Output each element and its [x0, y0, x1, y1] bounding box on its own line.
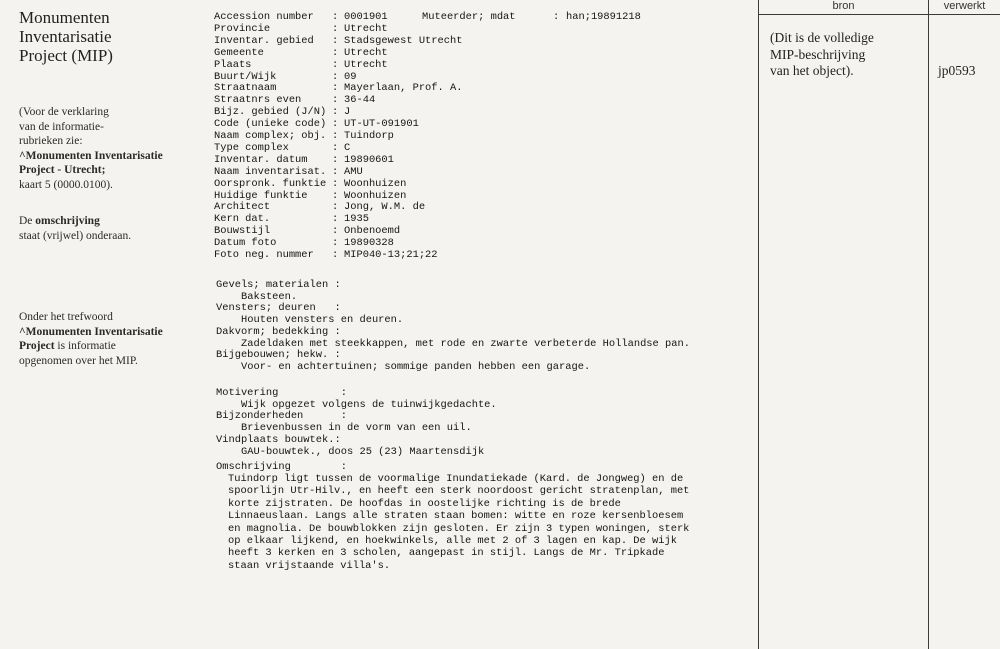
note-bold: ^Monumenten Inventarisatie — [19, 325, 163, 338]
field-value: Utrecht — [344, 46, 388, 59]
title-line: Inventarisatie — [19, 27, 112, 46]
description-note — [19, 214, 199, 243]
field-key: Code (unieke code) — [214, 118, 327, 131]
section-heading: Motivering : — [216, 387, 347, 399]
title-line: Project (MIP) — [19, 46, 113, 65]
note-link[interactable] — [19, 163, 199, 178]
field-value: 19890601 — [344, 153, 394, 166]
field-colon: : — [332, 237, 339, 250]
field-colon: : — [332, 58, 339, 71]
field-value: 36-44 — [344, 94, 376, 107]
description-line: heeft 3 kerken en 3 scholen, aangepast in stijl. Langs de Mr. Tripkade — [228, 547, 665, 560]
field-value: 0001901 — [344, 11, 388, 23]
description-line: Linnaeuslaan. Langs alle straten staan bomen: witte en roze kersenbloesem — [228, 510, 684, 523]
field-key: Oorspronk. funktie — [214, 177, 327, 190]
field-colon: : — [332, 106, 339, 119]
field-colon: : — [332, 213, 339, 226]
section-body: Voor- en achtertuinen; sommige panden hebben een garage. — [241, 360, 591, 373]
bron-line: (Dit is de volledige — [770, 30, 874, 45]
field-key: Type complex — [214, 141, 289, 154]
note-line: Onder het trefwoord — [19, 311, 113, 323]
bron-header: bron — [832, 0, 855, 12]
field-colon: : — [332, 249, 339, 261]
section-body: Zadeldaken met steekkappen, met rode en zwarte verbeterde Hollandse pan. — [241, 337, 690, 350]
description-line: op elkaar lijkend, en hoekwinkels, alle met 2 of 3 lagen en kap. De wijk — [228, 535, 677, 547]
title-line: Monumenten — [19, 8, 110, 27]
field-key: Huidige funktie — [214, 189, 308, 202]
note-line: rubrieken zie: — [19, 135, 83, 147]
mutation-colon: : — [553, 11, 560, 23]
header-rule — [758, 14, 1000, 15]
field-colon: : — [332, 130, 339, 142]
note-line: (Voor de verklaring — [19, 106, 109, 118]
verwerkt-value: jp0593 — [938, 63, 976, 78]
field-value: C — [344, 141, 351, 154]
note-line: staat (vrijwel) onderaan. — [19, 229, 132, 242]
field-colon: : — [332, 70, 339, 83]
field-colon: : — [332, 34, 339, 47]
left-sidebar — [0, 0, 200, 649]
field-key: Straatnaam — [214, 82, 277, 95]
field-value: Utrecht — [344, 58, 388, 71]
field-value: AMU — [344, 165, 363, 178]
note-link[interactable] — [19, 149, 199, 164]
section-heading: Dakvorm; bedekking : — [216, 325, 341, 338]
field-value: UT-UT-091901 — [344, 118, 419, 131]
field-value: Woonhuizen — [344, 189, 407, 202]
field-value: Onbenoemd — [344, 225, 401, 238]
field-colon: : — [332, 141, 339, 154]
mutation-label: Muteerder; mdat — [422, 11, 516, 23]
field-key: Plaats — [214, 58, 252, 71]
section-body: Brievenbussen in de vorm van een uil. — [241, 422, 472, 435]
section-body: Baksteen. — [241, 291, 298, 303]
column-divider — [758, 0, 759, 649]
section-heading: Bijzonderheden : — [216, 410, 347, 423]
section-body: Houten vensters en deuren. — [241, 314, 404, 327]
note-bold: Project — [19, 340, 55, 352]
field-value: Jong, W.M. de — [344, 201, 426, 214]
field-value: Woonhuizen — [344, 177, 407, 190]
field-value: 1935 — [344, 213, 369, 226]
note-bold-line: Project - Utrecht; — [19, 164, 106, 176]
verwerkt-header: verwerkt — [943, 0, 986, 12]
field-colon: : — [332, 177, 339, 190]
field-value: J — [344, 106, 351, 119]
field-colon: : — [332, 201, 339, 214]
section-heading: Bijgebouwen; hekw. : — [216, 348, 341, 361]
field-value: Mayerlaan, Prof. A. — [344, 82, 463, 95]
section-body: GAU-bouwtek., doos 25 (23) Maartensdijk — [241, 445, 485, 458]
column-divider — [928, 0, 929, 649]
field-colon: : — [332, 94, 339, 107]
mip-note — [19, 310, 199, 368]
field-key: Foto neg. nummer — [214, 249, 314, 261]
field-key: Straatnrs even — [214, 94, 302, 107]
field-colon: : — [332, 22, 339, 35]
field-key: Inventar. gebied — [214, 34, 314, 47]
section-heading: Gevels; materialen : — [216, 279, 341, 291]
field-colon: : — [332, 82, 339, 95]
field-key: Provincie — [214, 22, 271, 35]
field-colon: : — [332, 165, 339, 178]
field-key: Bouwstijl — [214, 225, 271, 238]
field-key: Datum foto — [214, 237, 277, 250]
field-key: Gemeente — [214, 46, 264, 59]
note-line: kaart 5 (0000.0100). — [19, 178, 113, 191]
field-colon: : — [332, 189, 339, 202]
description-line: korte zijstraten. De hoofdas in oostelijke richting is de brede — [228, 497, 621, 510]
bron-note — [770, 30, 920, 80]
description-line: Tuindorp ligt tussen de voormalige Inundatiekade (Kard. de Jongweg) en de — [228, 473, 684, 485]
section-heading: Vensters; deuren : — [216, 302, 341, 315]
note-bold: omschrijving — [35, 215, 100, 227]
field-key: Inventar. datum — [214, 153, 308, 166]
note-text: is informatie — [54, 340, 116, 352]
field-key: Naam inventarisat. — [214, 165, 327, 178]
bron-line: MIP-beschrijving — [770, 46, 866, 62]
description-line: spoorlijn Utr-Hilv., en heeft een sterk noordoost gericht stratenplan, met — [228, 485, 690, 498]
section-heading: Vindplaats bouwtek.: — [216, 433, 341, 446]
omschrijving-heading: Omschrijving : — [216, 461, 347, 473]
field-value: Utrecht — [344, 22, 388, 35]
field-value: Stadsgewest Utrecht — [344, 34, 463, 47]
field-value: MIP040-13;21;22 — [344, 249, 438, 261]
record-card — [200, 0, 758, 649]
field-colon: : — [332, 11, 339, 23]
field-key: Architect — [214, 201, 271, 214]
field-colon: : — [332, 118, 339, 131]
note-line: van de informatie- — [19, 120, 104, 133]
field-key: Buurt/Wijk — [214, 70, 277, 83]
note-text: De — [19, 215, 36, 227]
field-colon: : — [332, 46, 339, 59]
field-value: Tuindorp — [344, 130, 394, 142]
description-line: staan vrijstaande villa's. — [228, 559, 391, 572]
field-value: 09 — [344, 70, 357, 83]
note-bold-line: ^Monumenten Inventarisatie — [19, 149, 163, 162]
field-colon: : — [332, 153, 339, 166]
field-key: Kern dat. — [214, 213, 271, 226]
note-line: opgenomen over het MIP. — [19, 354, 138, 367]
field-colon: : — [332, 225, 339, 238]
description-line: en magnolia. De bouwblokken zijn gesloten. Er zijn 3 typen woningen, sterk — [228, 522, 690, 535]
mutation-value: han;19891218 — [566, 11, 641, 23]
section-body: Wijk opgezet volgens de tuinwijkgedachte. — [241, 399, 497, 411]
field-key: Bijz. gebied (J/N) — [214, 106, 327, 119]
field-key: Naam complex; obj. — [214, 130, 327, 142]
collection-title — [19, 8, 194, 65]
field-value: 19890328 — [344, 237, 394, 250]
info-note — [19, 105, 199, 192]
bron-line: van het object). — [770, 63, 854, 78]
note-link[interactable] — [19, 325, 199, 340]
field-key: Accession number — [214, 11, 314, 23]
